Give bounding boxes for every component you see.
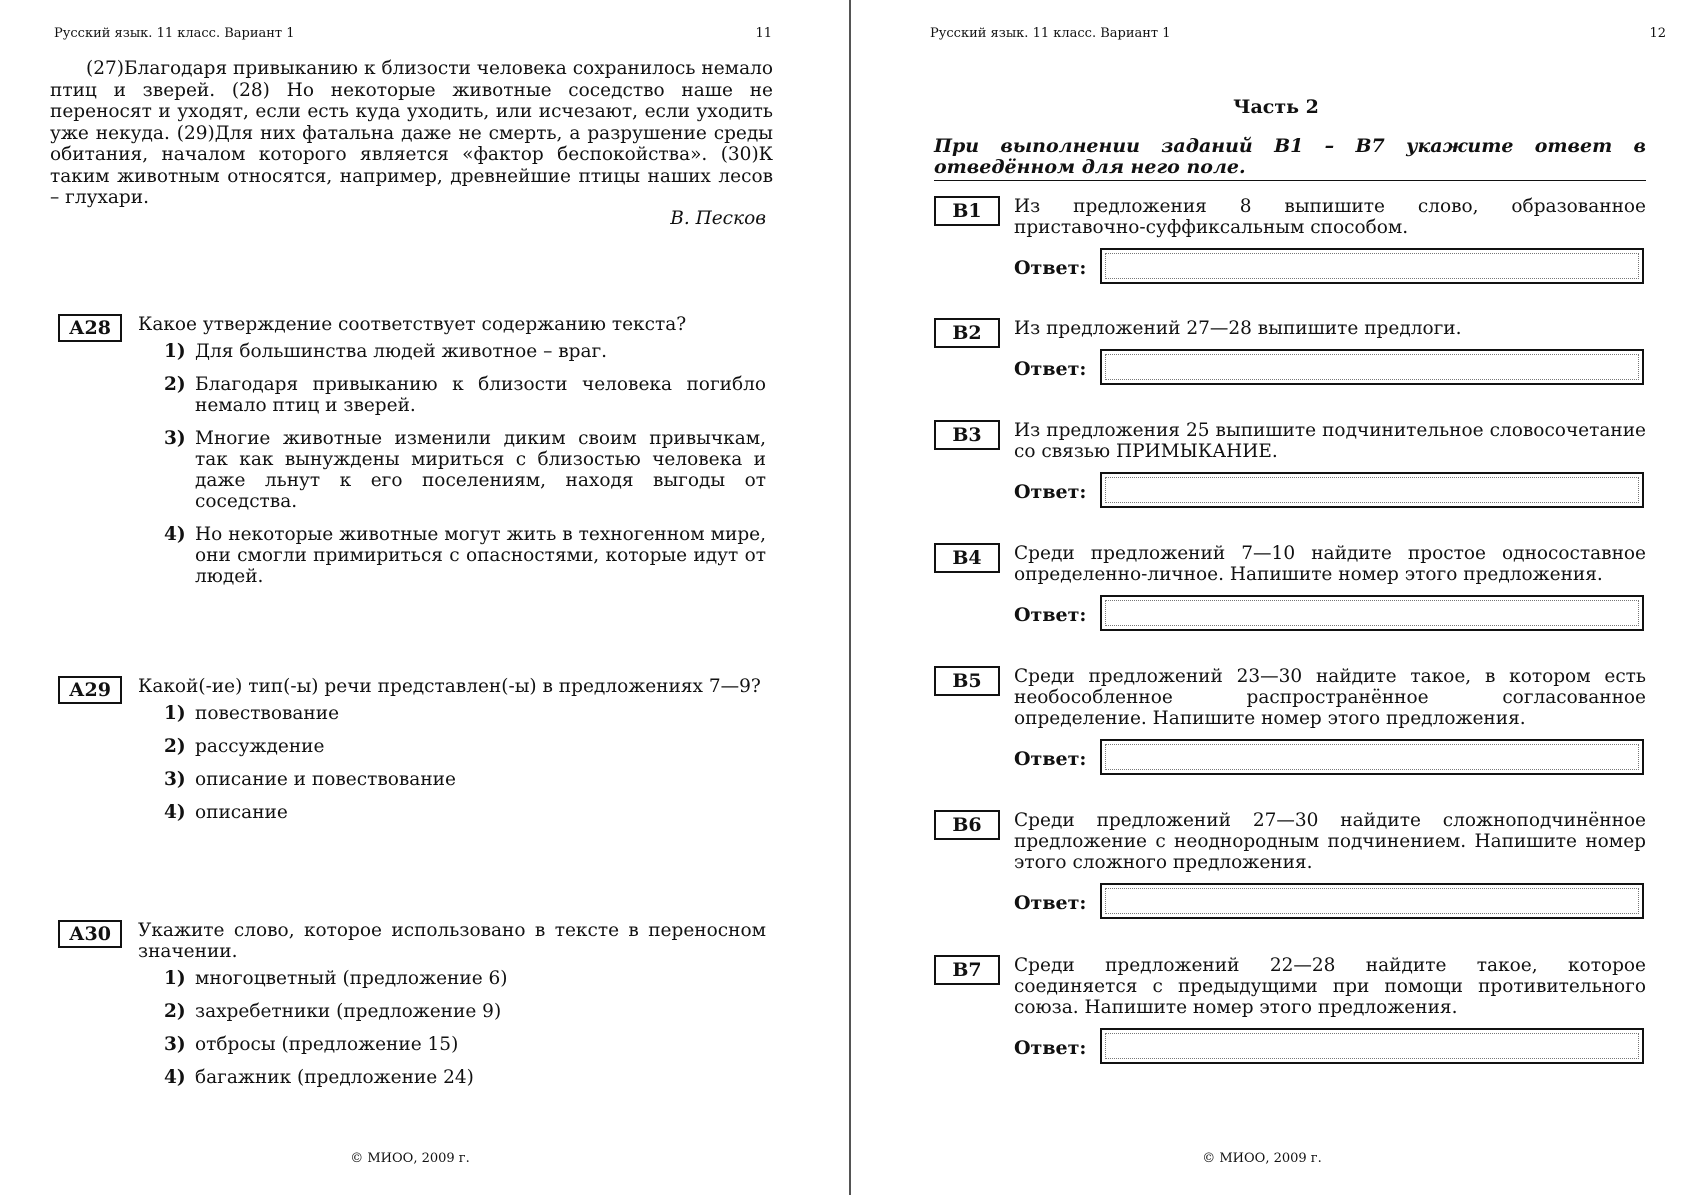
- answer-field-inner: [1105, 1033, 1639, 1059]
- answer-label: Ответ:: [1014, 358, 1087, 380]
- option-number: 2): [164, 736, 186, 757]
- task-b2: [934, 318, 1646, 389]
- task-question-b6: Среди предложений 27—30 найдите сложноподчинённое предложение с неоднородным подчинением. Напишите номер этого сложного предложения.: [1014, 810, 1646, 873]
- option-number: 3): [164, 428, 186, 449]
- options-a30: [58, 968, 766, 1088]
- answer-row-b7: [934, 1028, 1646, 1068]
- task-b4: [934, 543, 1646, 635]
- answer-label: Ответ:: [1014, 481, 1087, 503]
- answer-row-b6: [934, 883, 1646, 923]
- option-number: 1): [164, 703, 186, 724]
- answer-field-inner: [1105, 744, 1639, 770]
- option-text: Многие животные изменили диким своим привычкам, так как вынуждены мириться с близостью человека и даже льнут к его поселениям, находя выгоды от соседства.: [195, 428, 766, 512]
- answer-label: Ответ:: [1014, 604, 1087, 626]
- task-question-b1: Из предложения 8 выпишите слово, образованное приставочно-суффиксальным способом.: [1014, 196, 1646, 238]
- answer-field-b6[interactable]: [1100, 883, 1644, 919]
- task-question-b4: Среди предложений 7—10 найдите простое односоставное определенно-личное. Напишите номер этого предложения.: [1014, 543, 1646, 585]
- right-page-number: 12: [1649, 26, 1666, 41]
- task-question-b2: Из предложений 27—28 выпишите предлоги.: [1014, 318, 1462, 339]
- option-text: багажник (предложение 24): [195, 1067, 474, 1088]
- right-header-title: Русский язык. 11 класс. Вариант 1: [930, 26, 1171, 41]
- part-instruction: При выполнении заданий В1 – В7 укажите ответ в отведённом для него поле.: [934, 136, 1646, 181]
- option-text: описание и повествование: [195, 769, 456, 790]
- option-text: Для большинства людей животное – враг.: [195, 341, 608, 362]
- left-header-title: Русский язык. 11 класс. Вариант 1: [54, 26, 295, 41]
- task-label-a29: А29: [58, 676, 122, 704]
- option-a30-2: [58, 1001, 766, 1022]
- answer-label: Ответ:: [1014, 1037, 1087, 1059]
- answer-row-b5: [934, 739, 1646, 779]
- answer-field-b1[interactable]: [1100, 248, 1644, 284]
- answer-field-inner: [1105, 354, 1639, 380]
- passage-text: (27)Благодаря привыканию к близости человека сохранилось немало птиц и зверей. (28) Но некоторые животные соседство наше не переносят и уходят, если есть куда уходить, или исчезают, если уходить уже некуда. (29)Для них фатальна даже не смерть, а разрушение среды обитания, началом которого является «фактор беспокойства». (30)К таким животным относятся, например, древнейшие птицы наших лесов – глухари.: [50, 58, 773, 208]
- option-number: 2): [164, 1001, 186, 1022]
- right-footer: © МИОО, 2009 г.: [1202, 1151, 1322, 1166]
- task-label-a30: А30: [58, 920, 122, 948]
- task-question-a28: Какое утверждение соответствует содержанию текста?: [138, 314, 687, 335]
- option-number: 1): [164, 341, 186, 362]
- task-label-b4: В4: [934, 543, 1000, 573]
- option-number: 4): [164, 524, 186, 545]
- page-spine-divider: [849, 0, 851, 1195]
- task-b5: [934, 666, 1646, 779]
- answer-field-b2[interactable]: [1100, 349, 1644, 385]
- option-a29-3: [58, 769, 766, 790]
- option-a28-3: [58, 428, 766, 512]
- part-title: Часть 2: [1233, 96, 1319, 118]
- task-label-b3: В3: [934, 420, 1000, 450]
- option-a29-2: [58, 736, 766, 757]
- task-question-a30: Укажите слово, которое использовано в тексте в переносном значении.: [138, 920, 766, 962]
- answer-label: Ответ:: [1014, 257, 1087, 279]
- answer-field-inner: [1105, 600, 1639, 626]
- left-running-head: [54, 26, 772, 42]
- option-a28-1: [58, 341, 766, 362]
- task-question-b5: Среди предложений 23—30 найдите такое, в котором есть необособленное распространённое согласованное определение. Напишите номер этого предложения.: [1014, 666, 1646, 729]
- answer-row-b1: [934, 248, 1646, 288]
- task-a28: [58, 314, 766, 599]
- answer-row-b2: [934, 349, 1646, 389]
- answer-field-b3[interactable]: [1100, 472, 1644, 508]
- options-a28: [58, 341, 766, 587]
- option-number: 3): [164, 1034, 186, 1055]
- option-a28-4: [58, 524, 766, 587]
- option-a29-1: [58, 703, 766, 724]
- answer-row-b4: [934, 595, 1646, 635]
- task-b7: [934, 955, 1646, 1068]
- option-text: многоцветный (предложение 6): [195, 968, 508, 989]
- task-question-b7: Среди предложений 22—28 найдите такое, которое соединяется с предыдущими при помощи противительного союза. Напишите номер этого предложения.: [1014, 955, 1646, 1018]
- answer-field-inner: [1105, 477, 1639, 503]
- task-question-b3: Из предложения 25 выпишите подчинительное словосочетание со связью ПРИМЫКАНИЕ.: [1014, 420, 1646, 462]
- option-text: описание: [195, 802, 288, 823]
- answer-field-b7[interactable]: [1100, 1028, 1644, 1064]
- left-footer: © МИОО, 2009 г.: [350, 1151, 470, 1166]
- option-text: Но некоторые животные могут жить в техногенном мире, они смогли примириться с опасностями, которые идут от людей.: [195, 524, 766, 587]
- task-label-b1: В1: [934, 196, 1000, 226]
- options-a29: [58, 703, 766, 823]
- answer-field-inner: [1105, 888, 1639, 914]
- passage-author: В. Песков: [670, 208, 766, 229]
- answer-label: Ответ:: [1014, 892, 1087, 914]
- option-a30-1: [58, 968, 766, 989]
- option-number: 2): [164, 374, 186, 395]
- task-label-b6: В6: [934, 810, 1000, 840]
- option-number: 4): [164, 802, 186, 823]
- option-number: 3): [164, 769, 186, 790]
- right-page: [852, 0, 1700, 1195]
- task-label-a28: А28: [58, 314, 122, 342]
- answer-field-b5[interactable]: [1100, 739, 1644, 775]
- option-text: рассуждение: [195, 736, 325, 757]
- left-page-number: 11: [755, 26, 772, 41]
- option-text: повествование: [195, 703, 340, 724]
- answer-field-inner: [1105, 253, 1639, 279]
- option-number: 1): [164, 968, 186, 989]
- task-b3: [934, 420, 1646, 512]
- option-a30-3: [58, 1034, 766, 1055]
- task-b6: [934, 810, 1646, 923]
- task-b1: [934, 196, 1646, 288]
- answer-row-b3: [934, 472, 1646, 512]
- answer-field-b4[interactable]: [1100, 595, 1644, 631]
- option-text: отбросы (предложение 15): [195, 1034, 459, 1055]
- task-label-b7: В7: [934, 955, 1000, 985]
- task-label-b2: В2: [934, 318, 1000, 348]
- option-a29-4: [58, 802, 766, 823]
- option-a28-2: [58, 374, 766, 416]
- task-a30: [58, 920, 766, 1100]
- option-text: захребетники (предложение 9): [195, 1001, 502, 1022]
- option-a30-4: [58, 1067, 766, 1088]
- option-number: 4): [164, 1067, 186, 1088]
- option-text: Благодаря привыканию к близости человека погибло немало птиц и зверей.: [195, 374, 766, 416]
- task-label-b5: В5: [934, 666, 1000, 696]
- task-a29: [58, 676, 766, 835]
- right-running-head: [930, 26, 1666, 42]
- task-question-a29: Какой(-ие) тип(-ы) речи представлен(-ы) в предложениях 7—9?: [138, 676, 761, 697]
- answer-label: Ответ:: [1014, 748, 1087, 770]
